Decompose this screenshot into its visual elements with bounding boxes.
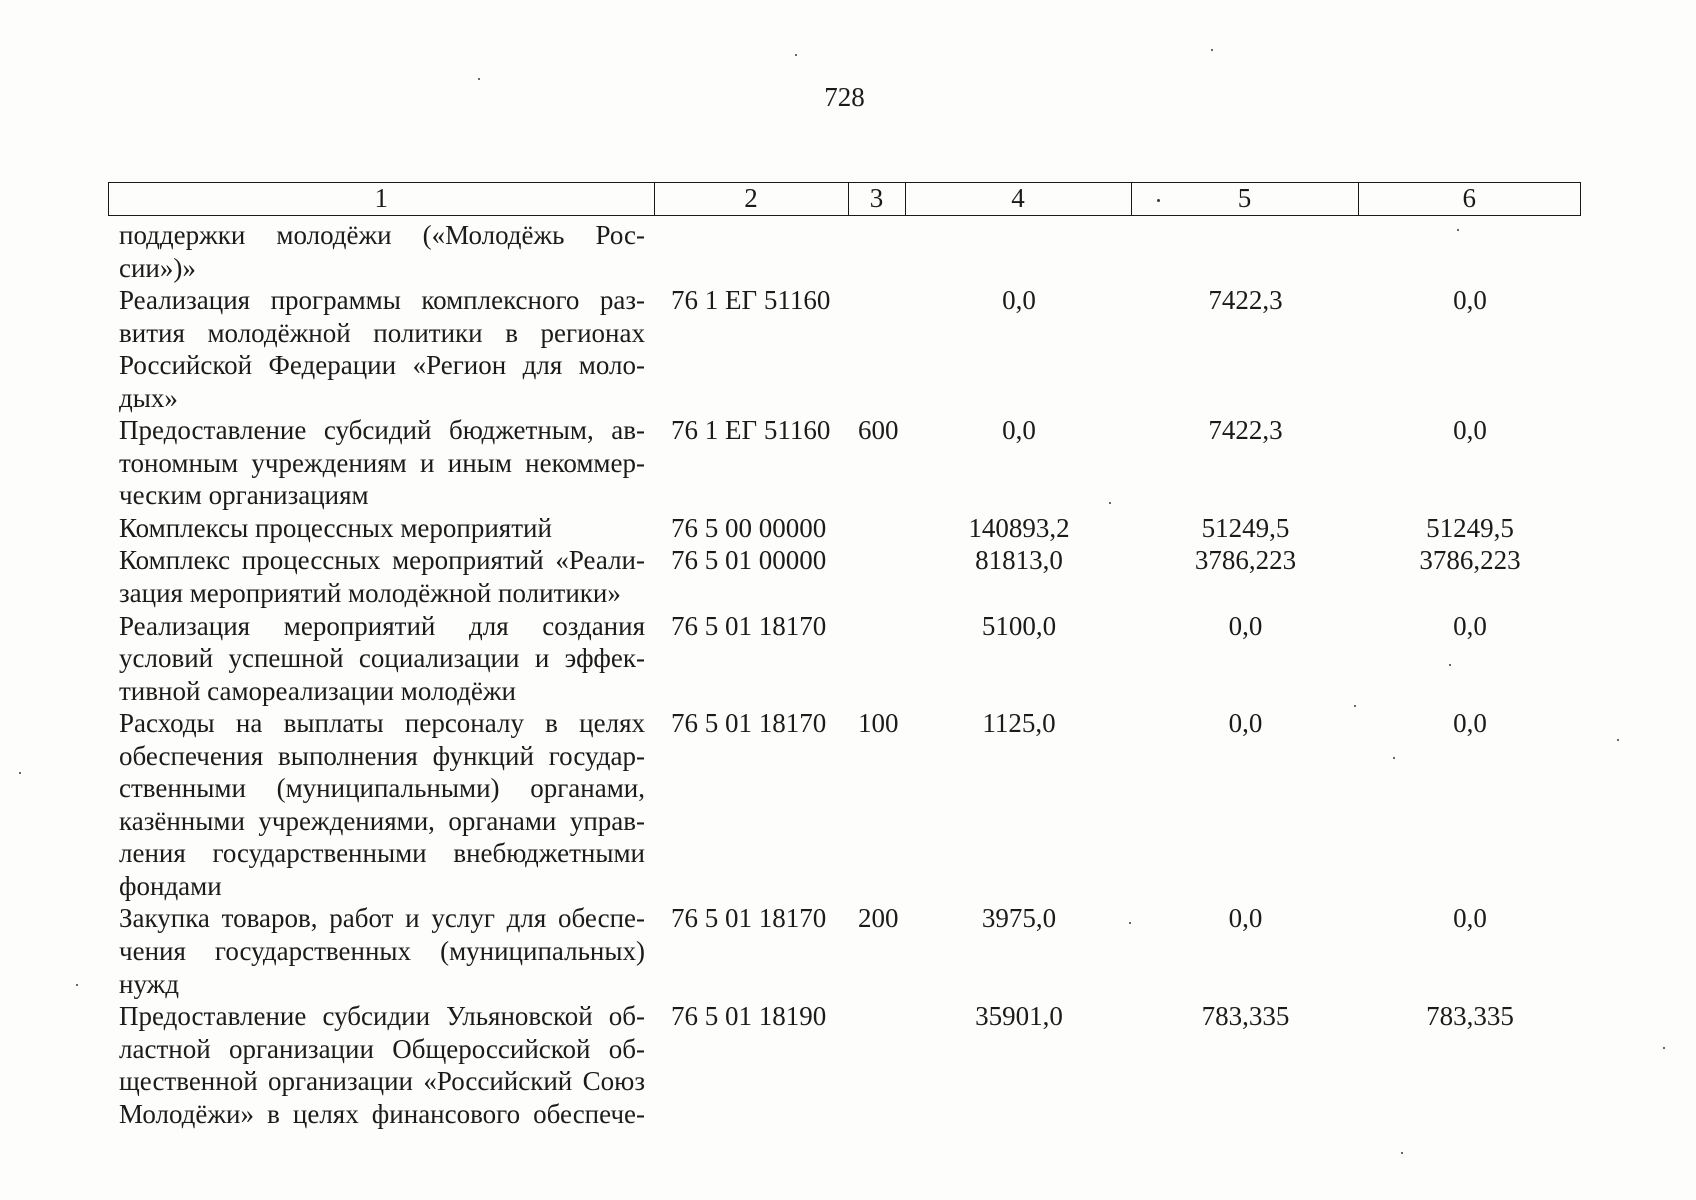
description-line: дых»	[119, 382, 178, 413]
scan-speck	[19, 772, 21, 774]
cell-value-col5: 51249,5	[1201, 512, 1290, 543]
cell-expense-type	[849, 544, 906, 609]
cell-value-col5: 0,0	[1228, 903, 1263, 934]
cell-value-col4: 140893,2	[968, 512, 1070, 543]
description-line: Реализация мероприятий для создания	[119, 610, 645, 641]
page-number: 728	[824, 82, 865, 112]
cell-expense-type: 100	[858, 708, 899, 739]
scan-speck	[1211, 49, 1213, 51]
cell-value-col6: 3786,223	[1419, 545, 1521, 576]
cell-value-col4	[906, 219, 1132, 284]
table-row	[108, 512, 1581, 545]
cell-value-col6: 0,0	[1453, 285, 1487, 316]
scan-speck	[1129, 922, 1131, 924]
table-body	[108, 219, 1581, 1130]
description-line: Расходы на выплаты персоналу в целях	[119, 708, 645, 739]
column-header-1: 1	[109, 183, 655, 215]
table-row	[108, 284, 1581, 414]
column-header-3: 3	[849, 183, 906, 215]
cell-expense-type	[849, 284, 906, 414]
description-line: нужд	[119, 968, 179, 999]
cell-description	[108, 902, 655, 1000]
cell-target-code: 76 5 01 00000	[671, 545, 827, 576]
cell-description	[108, 512, 655, 545]
cell-value-col5	[1132, 219, 1359, 284]
cell-expense-type	[849, 610, 906, 708]
table-header-row	[108, 182, 1581, 216]
cell-description	[108, 544, 655, 609]
cell-value-col5: 3786,223	[1194, 545, 1297, 576]
cell-target-code: 76 1 ЕГ 51160	[671, 415, 831, 446]
cell-value-col6: 783,335	[1426, 1001, 1514, 1032]
cell-target-code: 76 5 01 18170	[671, 708, 827, 739]
cell-description	[108, 414, 655, 512]
description-line: ления государственными внебюджетными	[119, 838, 645, 869]
scan-speck	[1157, 199, 1160, 202]
scan-speck	[1109, 502, 1111, 504]
cell-expense-type	[849, 1000, 906, 1130]
description-line: ственными (муниципальными) органами,	[119, 773, 645, 804]
cell-target-code: 76 5 00 00000	[671, 512, 827, 543]
description-line: чения государственных (муниципальных)	[119, 936, 645, 967]
table-row	[108, 610, 1581, 708]
scan-speck	[1449, 664, 1451, 666]
description-line: Закупка товаров, работ и услуг для обеспе-	[119, 903, 645, 934]
scan-speck	[795, 54, 797, 56]
table-row	[108, 1000, 1581, 1130]
description-line: тономным учреждениям и иным некоммер-	[119, 447, 645, 478]
table-row	[108, 902, 1581, 1000]
cell-description	[108, 219, 655, 284]
cell-value-col4: 5100,0	[981, 610, 1057, 641]
scan-speck	[76, 984, 78, 986]
scan-speck	[1617, 739, 1619, 741]
table-row	[108, 707, 1581, 902]
cell-value-col6: 0,0	[1453, 610, 1487, 641]
description-line: тивной самореализации молодёжи	[119, 675, 516, 706]
cell-target-code: 76 5 01 18170	[671, 903, 827, 934]
cell-description	[108, 284, 655, 414]
cell-value-col6: 51249,5	[1426, 512, 1514, 543]
description-line: Комплекс процессных мероприятий «Реали-	[119, 545, 645, 576]
column-header-4: 4	[906, 183, 1132, 215]
cell-target-code: 76 5 01 18190	[671, 1001, 827, 1032]
description-line: условий успешной социализации и эффек-	[119, 643, 645, 674]
description-line: зация мероприятий молодёжной политики»	[119, 578, 621, 609]
cell-value-col5: 0,0	[1228, 708, 1263, 739]
cell-target-code: 76 1 ЕГ 51160	[671, 285, 831, 316]
cell-value-col4: 3975,0	[981, 903, 1057, 934]
description-line: Предоставление субсидий бюджетным, ав-	[119, 415, 645, 446]
description-line: Реализация программы комплексного раз-	[119, 285, 645, 316]
scan-speck	[478, 78, 480, 80]
cell-value-col6: 0,0	[1453, 708, 1487, 739]
description-line: Молодёжи» в целях финансового обеспече-	[119, 1098, 645, 1129]
scan-speck	[1663, 1047, 1665, 1049]
table-row	[108, 219, 1581, 284]
description-line: ластной организации Общероссийской об-	[119, 1033, 645, 1064]
cell-value-col5: 7422,3	[1208, 415, 1283, 446]
scan-speck	[1354, 705, 1356, 707]
cell-value-col6	[1359, 219, 1581, 284]
description-line: поддержки молодёжи («Молодёжь Рос-	[119, 220, 645, 250]
cell-description	[108, 707, 655, 902]
cell-value-col5: 783,335	[1201, 1001, 1290, 1032]
cell-value-col4: 35901,0	[975, 1001, 1063, 1032]
description-line: Российской Федерации «Регион для моло-	[119, 350, 645, 381]
cell-expense-type	[849, 512, 906, 545]
cell-value-col4: 0,0	[1002, 285, 1036, 316]
description-line: щественной организации «Российский Союз	[119, 1066, 645, 1097]
cell-value-col4: 81813,0	[975, 545, 1063, 576]
cell-value-col4: 1125,0	[982, 708, 1056, 739]
scan-speck	[1401, 1152, 1403, 1154]
cell-expense-type: 200	[858, 903, 899, 934]
column-header-6: 6	[1462, 183, 1476, 213]
scan-speck	[1457, 229, 1459, 231]
cell-description	[108, 1000, 655, 1130]
description-line: казёнными учреждениями, органами управ-	[119, 805, 645, 836]
cell-description	[108, 610, 655, 708]
cell-value-col5: 0,0	[1228, 610, 1263, 641]
description-line: сии»)»	[119, 252, 196, 283]
cell-value-col6: 0,0	[1453, 415, 1487, 446]
cell-value-col4: 0,0	[1002, 415, 1036, 446]
cell-value-col6: 0,0	[1453, 903, 1487, 934]
scan-speck	[1393, 757, 1395, 759]
cell-expense-type	[849, 219, 906, 284]
description-line: Предоставление субсидии Ульяновской об-	[119, 1001, 645, 1032]
description-line: вития молодёжной политики в регионах	[119, 317, 645, 348]
table-row	[108, 414, 1581, 512]
cell-value-col5: 7422,3	[1208, 285, 1283, 316]
cell-target-code	[655, 219, 849, 284]
column-header-5: 5	[1132, 183, 1359, 215]
description-line: фондами	[119, 870, 222, 901]
cell-target-code: 76 5 01 18170	[671, 610, 827, 641]
description-line: Комплексы процессных мероприятий	[119, 512, 552, 543]
table-row	[108, 544, 1581, 609]
description-line: ческим организациям	[119, 480, 369, 511]
cell-expense-type: 600	[858, 415, 899, 446]
description-line: обеспечения выполнения функций государ-	[119, 740, 645, 771]
column-header-2: 2	[655, 183, 849, 215]
